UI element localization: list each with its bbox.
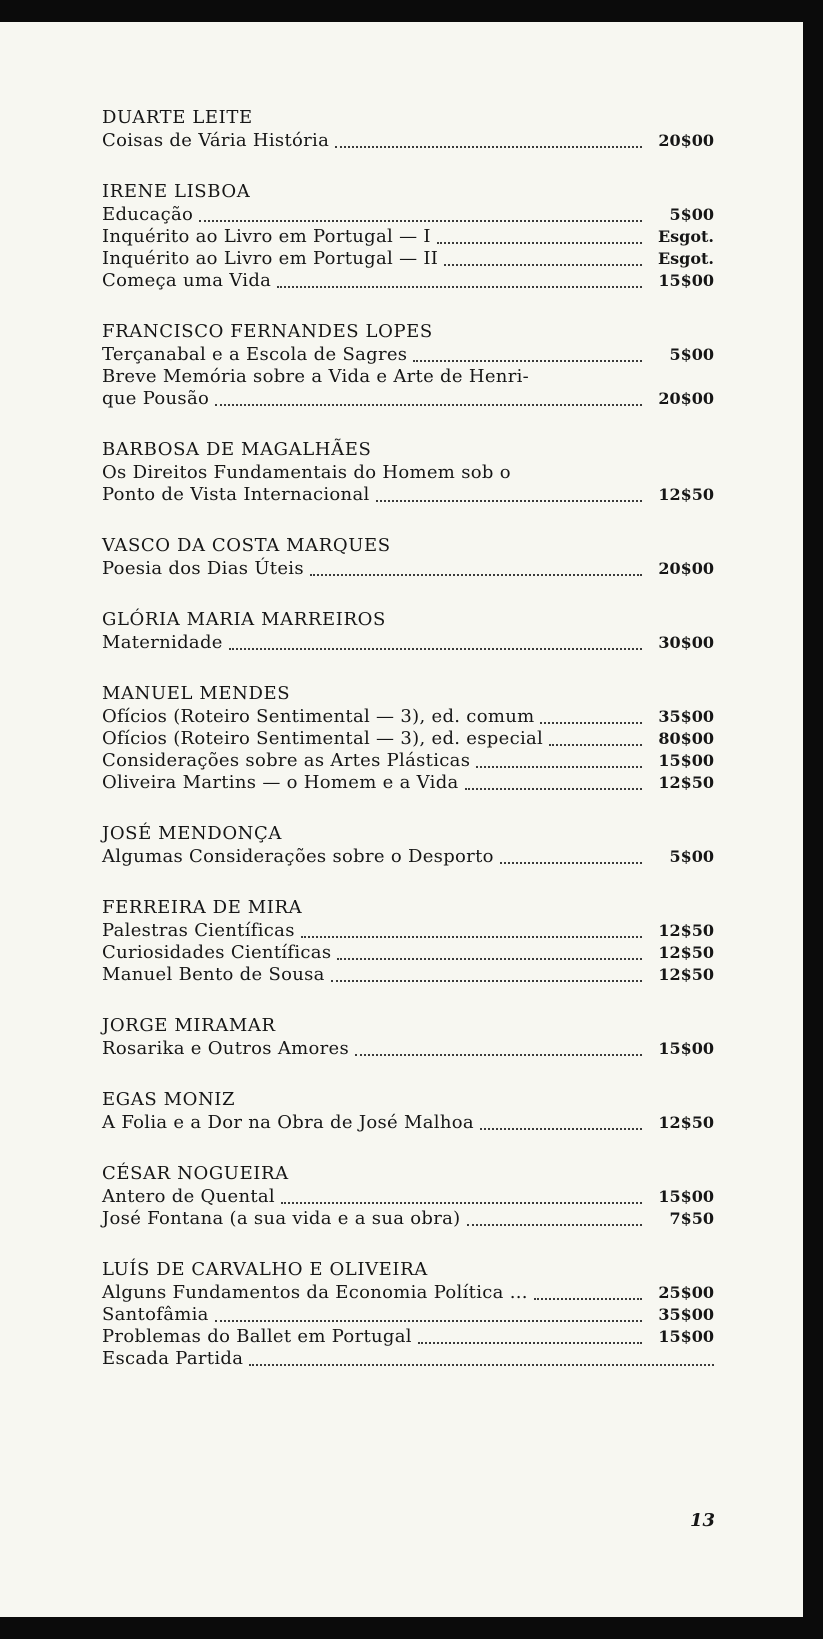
author-section [102, 1088, 714, 1134]
page-number: 13 [690, 1510, 716, 1531]
dot-leader [337, 944, 642, 960]
author-name: JORGE MIRAMAR [102, 1015, 276, 1036]
book-entry [102, 344, 714, 366]
book-entry [102, 204, 714, 226]
book-title: Ofícios (Roteiro Sentimental — 3), ed. comum [102, 706, 535, 727]
book-entry [102, 706, 714, 728]
book-entry [102, 728, 714, 750]
dot-leader [444, 250, 642, 266]
dot-leader [310, 560, 642, 576]
dot-leader [413, 346, 642, 362]
book-price: 12$50 [658, 943, 714, 962]
dot-leader [467, 1210, 643, 1226]
author-name: VASCO DA COSTA MARQUES [102, 535, 391, 556]
book-price: 15$00 [658, 1187, 714, 1206]
book-entry [102, 226, 714, 248]
book-title: A Folia e a Dor na Obra de José Malhoa [102, 1112, 474, 1133]
book-price: 5$00 [669, 205, 714, 224]
author-section [102, 608, 714, 654]
book-entry [102, 462, 714, 484]
book-entry [102, 1186, 714, 1208]
book-entry [102, 1304, 714, 1326]
book-title: Escada Partida [102, 1348, 244, 1369]
book-title: Educação [102, 204, 194, 225]
book-price: 15$00 [658, 1039, 714, 1058]
author-section [102, 682, 714, 794]
dot-leader [437, 228, 642, 244]
book-price: 15$00 [658, 1327, 714, 1346]
book-entry [102, 388, 714, 410]
book-title: Inquérito ao Livro em Portugal — I [102, 226, 431, 247]
author-section [102, 1258, 714, 1370]
dot-leader [229, 634, 642, 650]
catalog-list [102, 106, 714, 1398]
author-section [102, 896, 714, 986]
book-price: 30$00 [658, 633, 714, 652]
book-price: 12$50 [658, 965, 714, 984]
author-section [102, 1014, 714, 1060]
book-entry [102, 632, 714, 654]
book-title: Oliveira Martins — o Homem e a Vida [102, 772, 459, 793]
book-entry [102, 1326, 714, 1348]
book-title: Curiosidades Científicas [102, 942, 332, 963]
dot-leader [331, 966, 642, 982]
book-title: José Fontana (a sua vida e a sua obra) [102, 1208, 461, 1229]
dot-leader [301, 922, 642, 938]
book-entry [102, 942, 714, 964]
dot-leader [418, 1328, 642, 1344]
book-price: 12$50 [658, 773, 714, 792]
book-title: Palestras Científicas [102, 920, 295, 941]
author-name: GLÓRIA MARIA MARREIROS [102, 609, 386, 630]
book-entry [102, 248, 714, 270]
dot-leader [540, 708, 642, 724]
book-price: 20$00 [658, 131, 714, 150]
dot-leader [277, 272, 642, 288]
author-name: FRANCISCO FERNANDES LOPES [102, 321, 433, 342]
dot-leader [376, 486, 642, 502]
book-price: 5$00 [669, 345, 714, 364]
author-name: FERREIRA DE MIRA [102, 897, 303, 918]
book-entry [102, 130, 714, 152]
author-section [102, 1162, 714, 1230]
author-name: MANUEL MENDES [102, 683, 291, 704]
author-name: DUARTE LEITE [102, 107, 253, 128]
book-entry [102, 772, 714, 794]
book-title: Ofícios (Roteiro Sentimental — 3), ed. especial [102, 728, 544, 749]
book-price: 15$00 [658, 271, 714, 290]
dot-leader [500, 848, 642, 864]
book-price: 12$50 [658, 1113, 714, 1132]
book-title: Manuel Bento de Sousa [102, 964, 325, 985]
book-price: 20$00 [658, 559, 714, 578]
book-price: Esgot. [657, 227, 714, 246]
book-price: 35$00 [658, 1305, 714, 1324]
book-entry [102, 1282, 714, 1304]
dot-leader [534, 1284, 642, 1300]
book-price: 25$00 [658, 1283, 714, 1302]
dot-leader [549, 730, 642, 746]
book-price: Esgot. [657, 249, 714, 268]
author-section [102, 438, 714, 506]
book-price: 80$00 [658, 729, 714, 748]
book-entry [102, 846, 714, 868]
book-title: Maternidade [102, 632, 223, 653]
dot-leader [281, 1188, 642, 1204]
book-title: Considerações sobre as Artes Plásticas [102, 750, 471, 771]
book-entry [102, 1208, 714, 1230]
book-title: Alguns Fundamentos da Economia Política ... [102, 1282, 528, 1303]
author-name: JOSÉ MENDONÇA [102, 823, 282, 844]
book-title: Terçanabal e a Escola de Sagres [102, 344, 408, 365]
book-price: 5$00 [669, 847, 714, 866]
book-price: 12$50 [658, 921, 714, 940]
book-entry [102, 366, 714, 388]
author-section [102, 822, 714, 868]
dot-leader [480, 1114, 642, 1130]
author-section [102, 106, 714, 152]
book-title: Breve Memória sobre a Vida e Arte de Henri- [102, 366, 530, 387]
dot-leader [215, 1306, 642, 1322]
book-price: 20$00 [658, 389, 714, 408]
dot-leader [335, 132, 642, 148]
author-section [102, 534, 714, 580]
book-price: 7$50 [669, 1209, 714, 1228]
book-title: Rosarika e Outros Amores [102, 1038, 350, 1059]
book-page [0, 22, 803, 1617]
book-entry [102, 1348, 714, 1370]
dot-leader [476, 752, 642, 768]
book-entry [102, 484, 714, 506]
book-entry [102, 1038, 714, 1060]
book-title: Problemas do Ballet em Portugal [102, 1326, 412, 1347]
dot-leader [465, 774, 642, 790]
author-name: LUÍS DE CARVALHO E OLIVEIRA [102, 1259, 428, 1280]
book-entry [102, 920, 714, 942]
author-section [102, 180, 714, 292]
book-entry [102, 750, 714, 772]
author-section [102, 320, 714, 410]
book-entry [102, 964, 714, 986]
author-name: EGAS MONIZ [102, 1089, 236, 1110]
book-entry [102, 270, 714, 292]
book-entry [102, 1112, 714, 1134]
book-entry [102, 558, 714, 580]
dot-leader [355, 1040, 642, 1056]
author-name: IRENE LISBOA [102, 181, 251, 202]
book-title: Algumas Considerações sobre o Desporto [102, 846, 494, 867]
book-price: 12$50 [658, 485, 714, 504]
book-title: Ponto de Vista Internacional [102, 484, 370, 505]
book-title: Inquérito ao Livro em Portugal — II [102, 248, 439, 269]
dot-leader [199, 206, 642, 222]
book-price: 35$00 [658, 707, 714, 726]
book-title: Antero de Quental [102, 1186, 275, 1207]
dot-leader [215, 390, 642, 406]
book-title: que Pousão [102, 388, 210, 409]
book-price: 15$00 [658, 751, 714, 770]
book-title: Os Direitos Fundamentais do Homem sob o [102, 462, 511, 483]
book-title: Coisas de Vária História [102, 130, 330, 151]
dot-leader [249, 1350, 714, 1366]
book-title: Poesia dos Dias Úteis [102, 558, 304, 579]
author-name: BARBOSA DE MAGALHÃES [102, 439, 372, 460]
author-name: CÉSAR NOGUEIRA [102, 1163, 289, 1184]
book-title: Santofâmia [102, 1304, 209, 1325]
book-title: Começa uma Vida [102, 270, 272, 291]
